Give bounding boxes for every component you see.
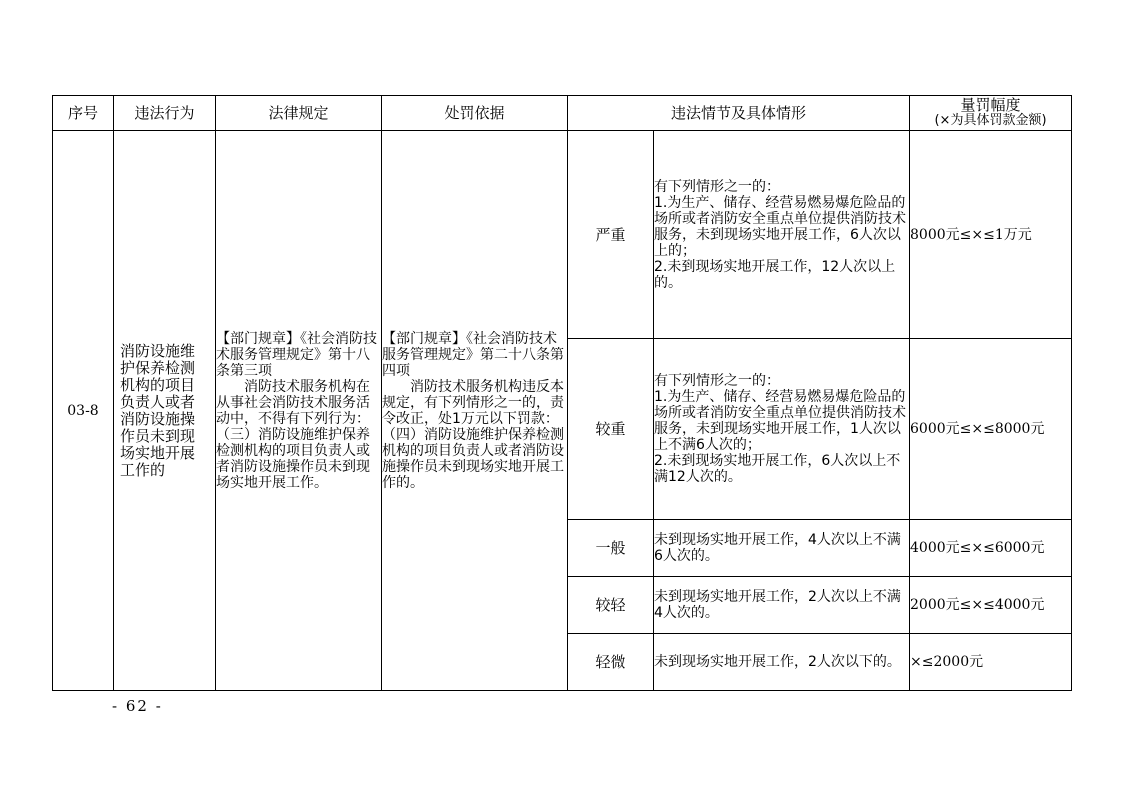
basis-body: 消防技术服务机构违反本规定，有下列情形之一的，责令改正，处1万元以下罚款：（四）消防设施维护保养检测机构的项目负责人或者消防设施操作员未到现场实地开展工作的。 (382, 378, 564, 491)
circumstance-cell (654, 131, 910, 339)
circumstance-line: 1.为生产、储存、经营易燃易爆危险品的场所或者消防安全重点单位提供消防技术服务，未到现场实地开展工作，1人次以上不满6人次的； (654, 389, 906, 453)
basis-title: 【部门规章】《社会消防技术服务管理规定》第二十八条第四项 (382, 330, 564, 379)
circumstance-line: 2.未到现场实地开展工作，6人次以上不满12人次的。 (654, 453, 901, 485)
range-cell: 4000元≤×≤6000元 (910, 520, 1072, 577)
circumstance-line: 有下列情形之一的： (654, 178, 780, 195)
circumstance-cell (654, 634, 910, 691)
circumstance-line: 未到现场实地开展工作，4人次以上不满6人次的。 (654, 532, 901, 564)
act-cell: 消防设施维护保养检测机构的项目负责人或者消防设施操作员未到现场实地开展工作的 (114, 131, 216, 691)
level-cell: 较重 (568, 339, 654, 520)
header-range-subtitle: (×为具体罚款金额) (934, 113, 1047, 128)
circumstance-line: 2.未到现场实地开展工作，12人次以上的。 (654, 258, 896, 291)
page-number: - 62 - (112, 697, 163, 715)
header-row (53, 96, 1072, 131)
basis-cell (382, 131, 568, 691)
header-act: 违法行为 (114, 96, 216, 131)
header-range (910, 96, 1072, 131)
table-row (53, 131, 1072, 339)
law-title: 【部门规章】《社会消防技术服务管理规定》第十八条第三项 (216, 330, 377, 379)
circumstance-line: 未到现场实地开展工作，2人次以上不满4人次的。 (654, 589, 901, 621)
header-circumstance: 违法情节及具体情形 (568, 96, 910, 131)
circumstance-line: 1.为生产、储存、经营易燃易爆危险品的场所或者消防安全重点单位提供消防技术服务，未到现场实地开展工作，6人次以上的； (654, 194, 906, 259)
range-cell: 2000元≤×≤4000元 (910, 577, 1072, 634)
law-cell (216, 131, 382, 691)
range-cell: 6000元≤×≤8000元 (910, 339, 1072, 520)
circumstance-cell (654, 577, 910, 634)
range-cell: ×≤2000元 (910, 634, 1072, 691)
header-range-title: 量罚幅度 (960, 96, 1021, 114)
penalty-table (52, 95, 1072, 691)
range-cell: 8000元≤×≤1万元 (910, 131, 1072, 339)
level-cell: 严重 (568, 131, 654, 339)
seq-cell: 03-8 (53, 131, 114, 691)
header-basis: 处罚依据 (382, 96, 568, 131)
law-body: 消防技术服务机构在从事社会消防技术服务活动中，不得有下列行为：（三）消防设施维护保养检测机构的项目负责人或者消防设施操作员未到现场实地开展工作。 (216, 378, 370, 491)
level-cell: 轻微 (568, 634, 654, 691)
circumstance-line: 未到现场实地开展工作，2人次以下的。 (654, 654, 901, 670)
circumstance-cell (654, 339, 910, 520)
header-law: 法律规定 (216, 96, 382, 131)
header-seq: 序号 (53, 96, 114, 131)
level-cell: 较轻 (568, 577, 654, 634)
level-cell: 一般 (568, 520, 654, 577)
circumstance-line: 有下列情形之一的： (654, 373, 780, 389)
circumstance-cell (654, 520, 910, 577)
